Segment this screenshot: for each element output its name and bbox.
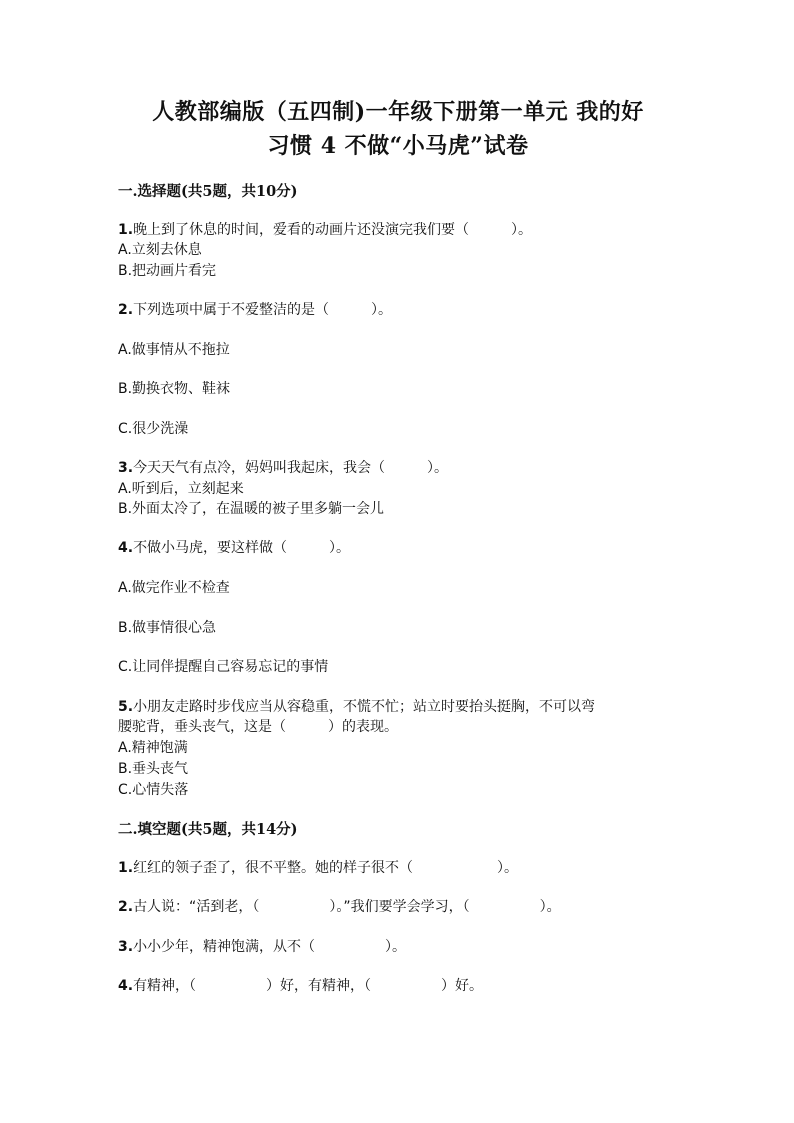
fill-blank-question: 2.古人说：“活到老，（ ）。”我们要学会学习，（ ）。 [118,899,561,915]
answer-option: A.精神饱满 [118,740,188,756]
section-heading-choice: 一.选择题(共5题，共10分) [118,183,298,200]
question-stem: 1.晚上到了休息的时间，爱看的动画片还没演完我们要（ ）。 [118,222,533,238]
answer-option: C.很少洗澡 [118,421,189,437]
answer-option: A.做完作业不检查 [118,580,230,596]
section-heading-fill-blank: 二.填空题(共5题，共14分) [118,821,298,838]
question-stem: 3.今天天气有点冷，妈妈叫我起床，我会（ ）。 [118,460,449,476]
fill-blank-question: 4.有精神，（ ）好，有精神，（ ）好。 [118,978,484,994]
answer-option: B.把动画片看完 [118,263,217,279]
answer-option: B.外面太冷了，在温暖的被子里多躺一会儿 [118,501,385,517]
page-title-line-2: 习惯 4 不做“小马虎”试卷 [267,133,529,159]
page-title-line-1: 人教部编版（五四制)一年级下册第一单元 我的好 [152,99,644,125]
answer-option: A.立刻去休息 [118,242,202,258]
question-stem: 2.下列选项中属于不爱整洁的是（ ）。 [118,302,393,318]
answer-option: C.让同伴提醒自己容易忘记的事情 [118,659,329,675]
answer-option: B.垂头丧气 [118,761,189,777]
question-stem-continued: 腰驼背，垂头丧气，这是（ ）的表现。 [118,719,398,735]
fill-blank-question: 1.红红的领子歪了，很不平整。她的样子很不（ ）。 [118,860,519,876]
answer-option: B.勤换衣物、鞋袜 [118,381,231,397]
fill-blank-question: 3.小小少年，精神饱满，从不（ ）。 [118,939,407,955]
answer-option: B.做事情很心急 [118,620,217,636]
question-stem: 4.不做小马虎，要这样做（ ）。 [118,540,351,556]
question-stem: 5.小朋友走路时步伐应当从容稳重，不慌不忙；站立时要抬头挺胸，不可以弯 [118,699,596,715]
answer-option: A.听到后，立刻起来 [118,481,244,497]
answer-option: A.做事情从不拖拉 [118,342,230,358]
answer-option: C.心情失落 [118,782,189,798]
